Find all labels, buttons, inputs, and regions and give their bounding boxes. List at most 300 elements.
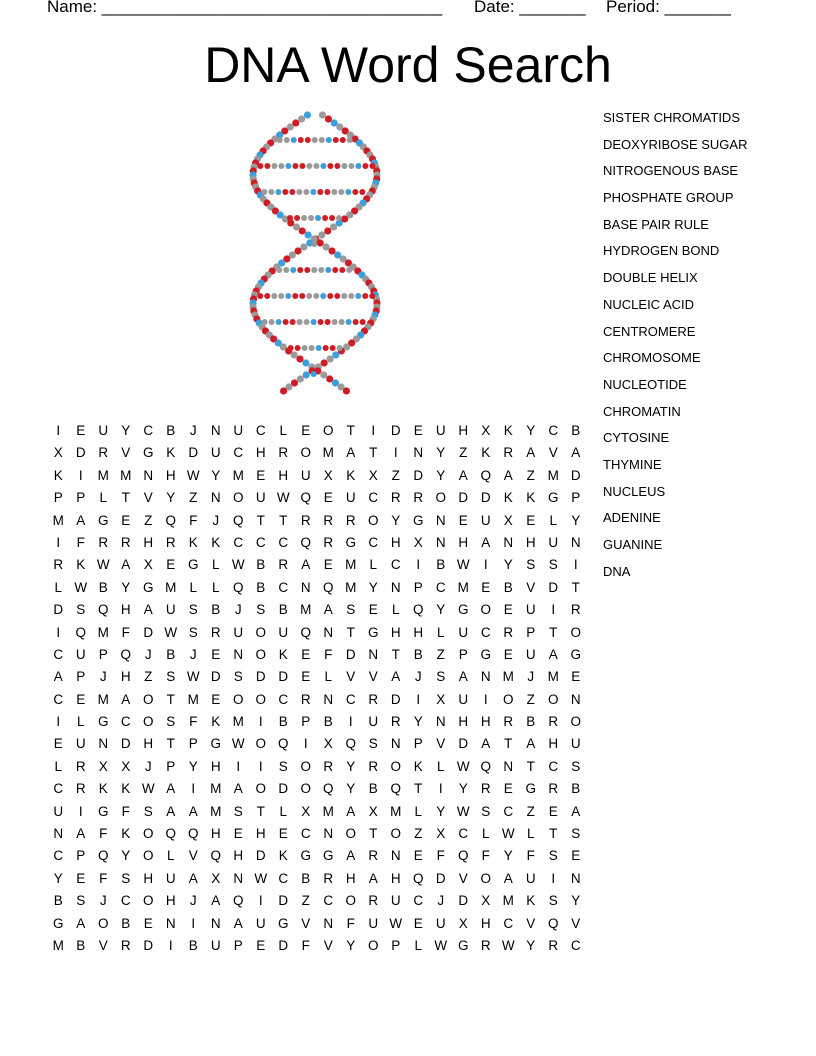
grid-letter[interactable]: Q	[97, 848, 109, 864]
grid-letter[interactable]: S	[188, 602, 198, 618]
grid-letter[interactable]: R	[120, 937, 131, 953]
grid-letter[interactable]: V	[301, 915, 311, 931]
grid-letter[interactable]: M	[547, 669, 559, 685]
grid-letter[interactable]: W	[389, 915, 403, 931]
grid-letter[interactable]: E	[458, 512, 468, 528]
grid-letter[interactable]: E	[53, 736, 63, 752]
grid-letter[interactable]: H	[413, 624, 424, 640]
grid-letter[interactable]: X	[481, 893, 491, 909]
grid-letter[interactable]: N	[435, 714, 446, 730]
grid-letter[interactable]: S	[571, 826, 581, 842]
grid-letter[interactable]: I	[191, 915, 196, 931]
grid-letter[interactable]: I	[258, 893, 263, 909]
grid-letter[interactable]: Q	[322, 579, 334, 595]
grid-letter[interactable]: I	[348, 714, 353, 730]
grid-letter[interactable]: I	[393, 445, 398, 461]
grid-letter[interactable]: Q	[547, 915, 559, 931]
grid-letter[interactable]: L	[76, 714, 85, 730]
grid-letter[interactable]: C	[120, 893, 131, 909]
grid-letter[interactable]: I	[438, 781, 443, 797]
grid-letter[interactable]: L	[279, 803, 287, 819]
grid-letter[interactable]: E	[166, 557, 176, 573]
grid-letter[interactable]: Z	[459, 445, 468, 461]
grid-letter[interactable]: X	[121, 758, 131, 774]
grid-letter[interactable]: I	[416, 691, 421, 707]
grid-letter[interactable]: G	[547, 490, 559, 506]
grid-letter[interactable]: V	[188, 848, 198, 864]
grid-letter[interactable]: T	[549, 826, 558, 842]
grid-letter[interactable]: W	[254, 870, 268, 886]
grid-letter[interactable]: M	[210, 803, 222, 819]
grid-letter[interactable]: D	[458, 893, 469, 909]
grid-letter[interactable]: S	[143, 803, 153, 819]
grid-letter[interactable]: Q	[457, 848, 469, 864]
grid-letter[interactable]: H	[548, 736, 559, 752]
grid-letter[interactable]: C	[278, 691, 289, 707]
grid-letter[interactable]: H	[210, 758, 221, 774]
grid-letter[interactable]: A	[188, 870, 198, 886]
grid-letter[interactable]: B	[503, 579, 513, 595]
grid-letter[interactable]: S	[76, 602, 86, 618]
grid-letter[interactable]: T	[549, 624, 558, 640]
grid-letter[interactable]: E	[503, 781, 513, 797]
grid-letter[interactable]: G	[142, 579, 154, 595]
grid-letter[interactable]: Z	[526, 803, 535, 819]
grid-letter[interactable]: I	[258, 758, 263, 774]
grid-letter[interactable]: C	[503, 915, 514, 931]
grid-letter[interactable]: K	[211, 534, 221, 550]
grid-letter[interactable]: M	[232, 714, 244, 730]
grid-letter[interactable]: D	[278, 669, 289, 685]
grid-letter[interactable]: K	[211, 714, 221, 730]
grid-letter[interactable]: T	[391, 646, 400, 662]
grid-letter[interactable]: R	[390, 490, 401, 506]
grid-letter[interactable]: E	[526, 512, 536, 528]
grid-letter[interactable]: I	[56, 624, 61, 640]
grid-letter[interactable]: C	[53, 781, 64, 797]
grid-letter[interactable]: Z	[189, 490, 198, 506]
grid-letter[interactable]: V	[368, 669, 378, 685]
grid-letter[interactable]: A	[76, 915, 86, 931]
grid-letter[interactable]: L	[324, 669, 332, 685]
grid-letter[interactable]: Y	[121, 848, 131, 864]
grid-letter[interactable]: N	[570, 870, 581, 886]
grid-letter[interactable]: X	[436, 826, 446, 842]
grid-letter[interactable]: O	[322, 423, 334, 438]
grid-letter[interactable]: X	[98, 758, 108, 774]
grid-letter[interactable]: D	[53, 602, 64, 618]
grid-letter[interactable]: H	[525, 534, 536, 550]
grid-letter[interactable]: R	[345, 512, 356, 528]
grid-letter[interactable]: S	[436, 669, 446, 685]
grid-letter[interactable]: N	[368, 646, 379, 662]
grid-letter[interactable]: D	[278, 781, 289, 797]
grid-letter[interactable]: O	[232, 490, 244, 506]
grid-letter[interactable]: N	[413, 445, 424, 461]
grid-letter[interactable]: S	[166, 714, 176, 730]
grid-letter[interactable]: H	[458, 534, 469, 550]
grid-letter[interactable]: E	[301, 669, 311, 685]
grid-letter[interactable]: B	[53, 893, 63, 909]
grid-letter[interactable]: N	[503, 534, 514, 550]
grid-letter[interactable]: Q	[120, 646, 131, 662]
grid-letter[interactable]: A	[121, 557, 131, 573]
grid-letter[interactable]: U	[458, 691, 469, 707]
grid-letter[interactable]: A	[166, 781, 176, 797]
grid-letter[interactable]: T	[166, 736, 175, 752]
grid-letter[interactable]: C	[323, 893, 334, 909]
grid-letter[interactable]: H	[458, 423, 469, 438]
grid-letter[interactable]: E	[121, 512, 131, 528]
grid-letter[interactable]: C	[278, 870, 289, 886]
grid-letter[interactable]: D	[390, 423, 401, 438]
grid-letter[interactable]: A	[323, 602, 333, 618]
grid-letter[interactable]: X	[211, 870, 221, 886]
grid-letter[interactable]: H	[255, 826, 266, 842]
grid-letter[interactable]: P	[233, 937, 243, 953]
grid-letter[interactable]: W	[231, 557, 245, 573]
grid-letter[interactable]: U	[75, 736, 86, 752]
grid-letter[interactable]: S	[233, 669, 243, 685]
grid-letter[interactable]: H	[165, 893, 176, 909]
grid-letter[interactable]: G	[97, 803, 109, 819]
grid-letter[interactable]: T	[526, 758, 535, 774]
grid-letter[interactable]: C	[345, 691, 356, 707]
grid-letter[interactable]: S	[121, 870, 131, 886]
grid-letter[interactable]: O	[142, 893, 154, 909]
grid-letter[interactable]: W	[501, 937, 515, 953]
grid-letter[interactable]: M	[502, 893, 514, 909]
grid-letter[interactable]: B	[278, 714, 288, 730]
grid-letter[interactable]: B	[98, 579, 108, 595]
grid-letter[interactable]: C	[278, 579, 289, 595]
grid-letter[interactable]: H	[165, 467, 176, 483]
grid-letter[interactable]: Y	[53, 870, 63, 886]
grid-letter[interactable]: U	[345, 490, 356, 506]
grid-letter[interactable]: F	[324, 646, 333, 662]
grid-letter[interactable]: R	[98, 445, 109, 461]
grid-letter[interactable]: C	[480, 624, 491, 640]
grid-letter[interactable]: L	[549, 512, 557, 528]
grid-letter[interactable]: I	[483, 691, 488, 707]
grid-letter[interactable]: I	[78, 467, 83, 483]
grid-letter[interactable]: E	[571, 848, 581, 864]
grid-letter[interactable]: J	[189, 893, 197, 909]
grid-letter[interactable]: D	[278, 893, 289, 909]
grid-letter[interactable]: K	[413, 758, 423, 774]
grid-letter[interactable]: S	[548, 848, 558, 864]
grid-letter[interactable]: K	[98, 781, 108, 797]
grid-letter[interactable]: T	[414, 781, 423, 797]
grid-letter[interactable]: B	[526, 714, 536, 730]
grid-letter[interactable]: K	[121, 826, 131, 842]
grid-letter[interactable]: D	[548, 579, 559, 595]
grid-letter[interactable]: D	[435, 870, 446, 886]
grid-letter[interactable]: M	[457, 579, 469, 595]
grid-letter[interactable]: J	[437, 893, 445, 909]
grid-letter[interactable]: X	[436, 691, 446, 707]
grid-letter[interactable]: Z	[144, 669, 153, 685]
grid-letter[interactable]: L	[436, 624, 445, 640]
grid-letter[interactable]: X	[503, 512, 513, 528]
grid-letter[interactable]: N	[390, 579, 401, 595]
grid-letter[interactable]: C	[413, 893, 424, 909]
grid-letter[interactable]: G	[210, 736, 221, 752]
grid-letter[interactable]: J	[212, 512, 220, 528]
grid-letter[interactable]: Q	[322, 781, 334, 797]
grid-letter[interactable]: A	[368, 870, 378, 886]
grid-letter[interactable]: E	[413, 423, 423, 438]
grid-letter[interactable]: M	[547, 467, 559, 483]
grid-letter[interactable]: G	[142, 445, 154, 461]
grid-letter[interactable]: L	[369, 557, 377, 573]
grid-letter[interactable]: E	[233, 826, 243, 842]
grid-letter[interactable]: D	[143, 624, 154, 640]
grid-letter[interactable]: S	[526, 557, 536, 573]
grid-letter[interactable]: V	[121, 445, 131, 461]
grid-letter[interactable]: K	[278, 848, 288, 864]
grid-letter[interactable]: J	[234, 602, 242, 618]
grid-letter[interactable]: P	[98, 646, 108, 662]
grid-letter[interactable]: E	[76, 691, 86, 707]
grid-letter[interactable]: T	[279, 512, 288, 528]
grid-letter[interactable]: C	[548, 423, 559, 438]
grid-letter[interactable]: H	[120, 602, 131, 618]
grid-letter[interactable]: G	[480, 646, 491, 662]
grid-letter[interactable]: Q	[75, 624, 86, 640]
grid-letter[interactable]: T	[346, 423, 355, 438]
grid-letter[interactable]: O	[97, 915, 109, 931]
grid-letter[interactable]: V	[143, 490, 153, 506]
grid-letter[interactable]: P	[391, 937, 401, 953]
grid-letter[interactable]: E	[503, 646, 513, 662]
grid-letter[interactable]: X	[143, 557, 153, 573]
grid-letter[interactable]: A	[301, 557, 311, 573]
grid-letter[interactable]: O	[142, 826, 154, 842]
grid-letter[interactable]: Y	[346, 937, 356, 953]
grid-letter[interactable]: L	[436, 758, 445, 774]
grid-letter[interactable]: D	[345, 646, 356, 662]
grid-letter[interactable]: O	[547, 691, 559, 707]
grid-letter[interactable]: S	[233, 803, 243, 819]
grid-letter[interactable]: E	[256, 467, 266, 483]
grid-letter[interactable]: Q	[232, 579, 244, 595]
grid-letter[interactable]: U	[435, 915, 446, 931]
grid-letter[interactable]: J	[414, 669, 422, 685]
grid-letter[interactable]: R	[503, 445, 514, 461]
grid-letter[interactable]: E	[278, 826, 288, 842]
grid-letter[interactable]: Q	[165, 512, 176, 528]
grid-letter[interactable]: Y	[368, 579, 378, 595]
grid-letter[interactable]: R	[368, 893, 379, 909]
grid-letter[interactable]: G	[457, 602, 469, 618]
grid-letter[interactable]: V	[548, 445, 558, 461]
grid-letter[interactable]: H	[345, 870, 356, 886]
grid-letter[interactable]: Q	[97, 602, 109, 618]
grid-letter[interactable]: M	[187, 691, 199, 707]
grid-letter[interactable]: U	[210, 445, 221, 461]
grid-letter[interactable]: E	[323, 490, 333, 506]
grid-letter[interactable]: B	[413, 646, 423, 662]
grid-letter[interactable]: A	[526, 445, 536, 461]
grid-letter[interactable]: Z	[391, 467, 400, 483]
grid-letter[interactable]: U	[458, 624, 469, 640]
grid-letter[interactable]: Y	[503, 557, 513, 573]
grid-letter[interactable]: W	[456, 803, 470, 819]
grid-letter[interactable]: N	[390, 848, 401, 864]
grid-letter[interactable]: U	[233, 423, 244, 438]
grid-letter[interactable]: W	[141, 781, 155, 797]
grid-letter[interactable]: I	[371, 423, 376, 438]
grid-letter[interactable]: L	[279, 423, 287, 438]
grid-letter[interactable]: L	[211, 579, 220, 595]
grid-letter[interactable]: Y	[211, 467, 221, 483]
grid-letter[interactable]: N	[98, 736, 109, 752]
grid-letter[interactable]: D	[255, 669, 266, 685]
grid-letter[interactable]: A	[166, 803, 176, 819]
grid-letter[interactable]: D	[390, 691, 401, 707]
grid-letter[interactable]: R	[368, 848, 379, 864]
grid-letter[interactable]: E	[413, 848, 423, 864]
grid-letter[interactable]: P	[571, 490, 581, 506]
grid-letter[interactable]: Y	[391, 512, 401, 528]
grid-letter[interactable]: H	[390, 534, 401, 550]
grid-letter[interactable]: D	[75, 445, 86, 461]
grid-letter[interactable]: K	[166, 445, 176, 461]
grid-letter[interactable]: U	[548, 534, 559, 550]
grid-letter[interactable]: R	[323, 758, 334, 774]
grid-letter[interactable]: W	[164, 624, 178, 640]
grid-letter[interactable]: C	[233, 445, 244, 461]
grid-letter[interactable]: U	[390, 893, 401, 909]
grid-letter[interactable]: A	[76, 826, 86, 842]
grid-letter[interactable]: W	[501, 826, 515, 842]
grid-letter[interactable]: F	[99, 870, 108, 886]
grid-letter[interactable]: Z	[526, 691, 535, 707]
grid-letter[interactable]: T	[256, 803, 265, 819]
grid-letter[interactable]: T	[121, 490, 130, 506]
grid-letter[interactable]: M	[345, 579, 357, 595]
grid-letter[interactable]: G	[525, 781, 536, 797]
grid-letter[interactable]: N	[390, 736, 401, 752]
grid-letter[interactable]: R	[278, 557, 289, 573]
grid-letter[interactable]: U	[368, 915, 379, 931]
grid-letter[interactable]: R	[480, 937, 491, 953]
grid-letter[interactable]: A	[571, 445, 581, 461]
grid-letter[interactable]: R	[413, 490, 424, 506]
grid-letter[interactable]: U	[255, 915, 266, 931]
grid-letter[interactable]: W	[456, 557, 470, 573]
grid-letter[interactable]: H	[210, 826, 221, 842]
grid-letter[interactable]: S	[256, 602, 266, 618]
grid-letter[interactable]: V	[98, 937, 108, 953]
grid-letter[interactable]: E	[76, 870, 86, 886]
grid-letter[interactable]: P	[301, 714, 311, 730]
grid-letter[interactable]: N	[480, 669, 491, 685]
grid-letter[interactable]: S	[278, 758, 288, 774]
grid-letter[interactable]: L	[166, 848, 175, 864]
grid-letter[interactable]: M	[97, 624, 109, 640]
grid-letter[interactable]: K	[526, 893, 536, 909]
grid-letter[interactable]: G	[570, 646, 581, 662]
grid-letter[interactable]: W	[231, 736, 245, 752]
grid-letter[interactable]: R	[323, 534, 334, 550]
grid-letter[interactable]: Q	[412, 870, 424, 886]
grid-letter[interactable]: B	[256, 579, 266, 595]
grid-letter[interactable]: D	[278, 937, 289, 953]
grid-letter[interactable]: S	[368, 736, 378, 752]
grid-letter[interactable]: R	[323, 870, 334, 886]
grid-letter[interactable]: U	[435, 423, 446, 438]
grid-letter[interactable]: E	[481, 579, 491, 595]
grid-letter[interactable]: A	[188, 803, 198, 819]
grid-letter[interactable]: R	[368, 758, 379, 774]
grid-letter[interactable]: U	[233, 624, 244, 640]
grid-letter[interactable]: C	[435, 579, 446, 595]
grid-letter[interactable]: G	[345, 534, 356, 550]
grid-letter[interactable]: Q	[390, 781, 401, 797]
grid-letter[interactable]: K	[503, 423, 513, 438]
grid-letter[interactable]: Y	[458, 781, 468, 797]
grid-letter[interactable]: L	[54, 758, 62, 774]
grid-letter[interactable]: T	[369, 826, 378, 842]
grid-letter[interactable]: H	[390, 870, 401, 886]
grid-letter[interactable]: D	[120, 736, 131, 752]
grid-letter[interactable]: M	[210, 781, 222, 797]
grid-letter[interactable]: T	[504, 736, 513, 752]
grid-letter[interactable]: X	[323, 467, 333, 483]
grid-letter[interactable]: J	[144, 646, 152, 662]
grid-letter[interactable]: A	[346, 445, 356, 461]
grid-letter[interactable]: U	[53, 803, 64, 819]
grid-letter[interactable]: O	[367, 937, 379, 953]
grid-letter[interactable]: L	[481, 826, 490, 842]
grid-letter[interactable]: C	[570, 937, 581, 953]
grid-letter[interactable]: R	[210, 624, 221, 640]
grid-letter[interactable]: U	[525, 870, 536, 886]
grid-letter[interactable]: O	[390, 758, 401, 774]
grid-letter[interactable]: K	[278, 646, 288, 662]
grid-letter[interactable]: L	[99, 490, 107, 506]
grid-letter[interactable]: K	[481, 445, 491, 461]
grid-letter[interactable]: M	[52, 937, 64, 953]
grid-letter[interactable]: G	[412, 512, 424, 528]
grid-letter[interactable]: P	[458, 646, 468, 662]
grid-letter[interactable]: R	[480, 781, 491, 797]
grid-letter[interactable]: Y	[436, 445, 446, 461]
grid-letter[interactable]: A	[211, 893, 221, 909]
grid-letter[interactable]: Q	[232, 893, 244, 909]
grid-letter[interactable]: M	[345, 557, 357, 573]
grid-letter[interactable]: Z	[301, 893, 310, 909]
grid-letter[interactable]: N	[435, 512, 446, 528]
grid-letter[interactable]: U	[278, 624, 289, 640]
grid-letter[interactable]: N	[53, 826, 64, 842]
grid-letter[interactable]: N	[435, 534, 446, 550]
grid-letter[interactable]: Q	[187, 826, 199, 842]
grid-letter[interactable]: A	[143, 602, 153, 618]
grid-letter[interactable]: V	[436, 736, 446, 752]
grid-letter[interactable]: A	[503, 870, 513, 886]
grid-letter[interactable]: B	[211, 602, 221, 618]
grid-letter[interactable]: S	[76, 893, 86, 909]
grid-letter[interactable]: B	[368, 781, 378, 797]
grid-letter[interactable]: Q	[480, 758, 491, 774]
grid-letter[interactable]: Y	[571, 893, 581, 909]
grid-letter[interactable]: L	[414, 937, 422, 953]
grid-letter[interactable]: R	[548, 781, 559, 797]
grid-letter[interactable]: A	[503, 467, 513, 483]
